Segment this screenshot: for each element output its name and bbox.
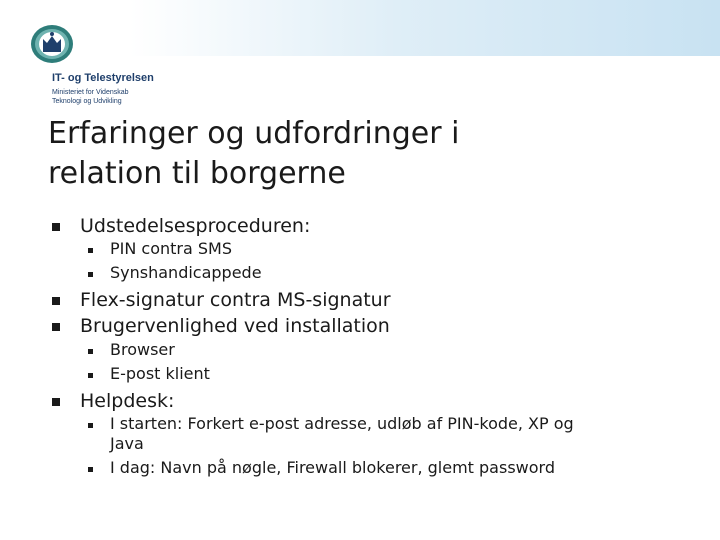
bullet-square-icon: [88, 349, 93, 354]
bullet-square-icon: [88, 272, 93, 277]
list-item: [80, 389, 174, 413]
header-band: [0, 0, 720, 56]
bullet-square-icon: [88, 423, 93, 428]
bullet-square-icon: [52, 398, 60, 406]
list-item: [110, 364, 210, 384]
org-subtitle-department: Teknologi og Udvikling: [52, 98, 122, 105]
list-item-label: I dag: Navn på nøgle, Firewall blokerer, glemt password: [110, 458, 555, 477]
bullet-square-icon: [52, 223, 60, 231]
bullet-square-icon: [52, 297, 60, 305]
list-item: [80, 288, 391, 312]
bullet-square-icon: [88, 467, 93, 472]
list-item: [110, 239, 232, 259]
list-item-label: Browser: [110, 340, 175, 359]
slide-title-line-2: relation til borgerne: [48, 156, 346, 191]
list-item: [110, 414, 610, 454]
crown-shield-logo-icon: [30, 22, 82, 70]
list-item-label: Udstedelsesproceduren:: [80, 215, 311, 237]
list-item: [110, 263, 262, 283]
slide-title: [48, 114, 688, 194]
list-item-label: Synshandicappede: [110, 263, 262, 282]
bullet-square-icon: [88, 248, 93, 253]
list-item: [80, 314, 390, 338]
list-item: [110, 340, 175, 360]
list-item-label: Helpdesk:: [80, 390, 175, 412]
list-item-label: Brugervenlighed ved installation: [80, 315, 390, 337]
slide-title-line-1: Erfaringer og udfordringer i: [48, 116, 460, 151]
bullet-square-icon: [52, 323, 60, 331]
list-item-label: I starten: Forkert e-post adresse, udløb af PIN-kode, XP og Java: [110, 414, 574, 453]
org-name: IT- og Telestyrelsen: [52, 72, 154, 84]
list-item-label: E-post klient: [110, 364, 210, 383]
bullet-square-icon: [88, 373, 93, 378]
list-item-label: Flex-signatur contra MS-signatur: [80, 289, 391, 311]
list-item-label: PIN contra SMS: [110, 239, 233, 258]
list-item: [110, 458, 610, 478]
org-subtitle-ministry: Ministeriet for Videnskab: [52, 89, 129, 96]
list-item: [80, 214, 310, 238]
